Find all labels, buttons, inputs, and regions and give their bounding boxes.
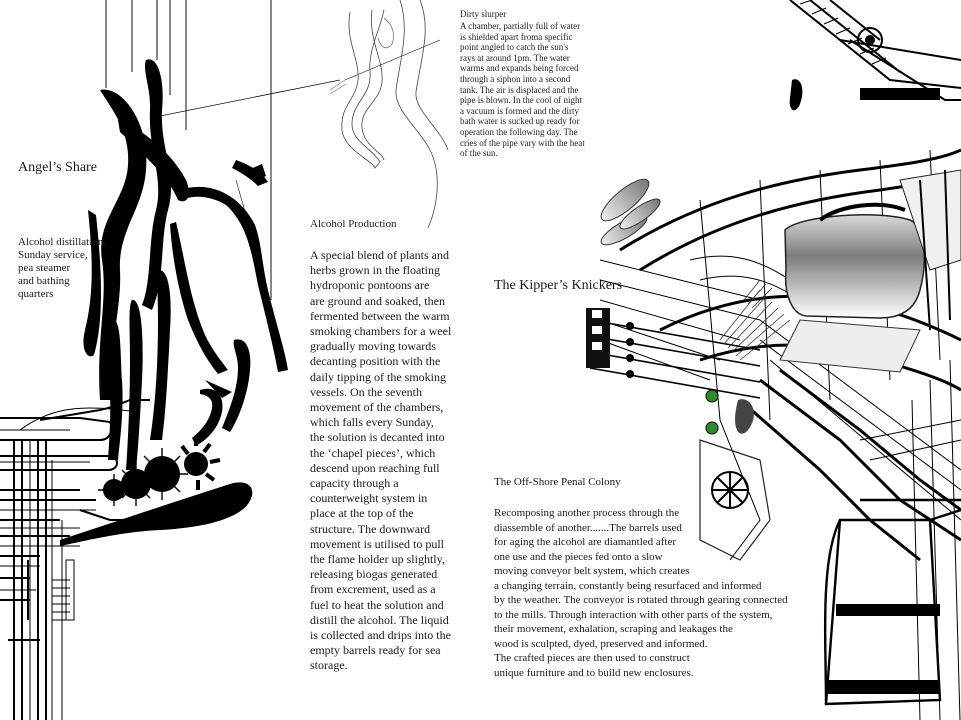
dirty-slurper-line: bath water is sucked up ready for: [460, 116, 580, 127]
alcohol-production-line: is collected and drips into the: [310, 628, 451, 643]
penal-colony-heading: The Off-Shore Penal Colony: [494, 476, 621, 488]
alcohol-production-line: descend upon reaching full: [310, 460, 440, 475]
dirty-slurper-line: cries of the pipe vary with the heat: [460, 137, 585, 148]
alcohol-production-body: [310, 248, 451, 674]
penal-colony-line: their movement, exhalation, scraping and leakages the: [494, 623, 733, 635]
alcohol-production-line: from excrement, used as a: [310, 582, 436, 597]
penal-colony-line: to the mills. Through interaction with other parts of the system,: [494, 608, 773, 621]
alcohol-production-line: the ‘chapel pieces’, which: [310, 445, 436, 460]
alcohol-production-line: capacity through a: [310, 476, 399, 491]
alcohol-production-line: place at the top of the: [310, 506, 414, 521]
alcohol-production-line: A special blend of plants and: [310, 248, 449, 262]
alcohol-production-line: vessels. On the seventh: [310, 384, 422, 399]
alcohol-production-line: structure. The downward: [310, 521, 431, 536]
alcohol-production-line: distill the alcohol. The liquid: [310, 612, 449, 627]
penal-colony-line: one use and the pieces fed onto a slow: [494, 550, 663, 563]
alcohol-production-line: decanting position with the: [310, 354, 441, 369]
angels-share-description-line: quarters: [18, 288, 54, 300]
alcohol-production-line: fermented between the warm: [310, 308, 450, 323]
alcohol-production-line: are ground and soaked, then: [310, 293, 445, 308]
penal-colony-line: Recomposing another process through the: [494, 507, 680, 519]
dirty-slurper-drawing: [330, 0, 448, 228]
dirty-slurper-line: through a siphon into a second: [460, 73, 571, 84]
alcohol-production-line: gradually moving towards: [310, 339, 436, 354]
dirty-slurper-line: is shielded apart froma specific: [460, 31, 573, 42]
penal-colony-line: a changing terrain, constantly being resurfaced and informed: [494, 579, 762, 592]
dirty-slurper-line: of the sun.: [460, 148, 498, 159]
alcohol-production-line: releasing biogas generated: [310, 567, 438, 582]
dirty-slurper-line: rays at around 1pm. The water: [460, 52, 570, 63]
alcohol-production-line: smoking chambers for a weel: [310, 324, 452, 339]
dirty-slurper-line: A chamber, partially full of water: [460, 21, 581, 31]
alcohol-production-line: which falls every Sunday,: [310, 415, 434, 430]
dirty-slurper-line: warms and expands being forced: [460, 63, 579, 74]
propeller: [712, 472, 748, 508]
alcohol-production-line: storage.: [310, 658, 348, 673]
alcohol-production-line: fuel to heat the solution and: [310, 597, 444, 612]
angels-share-description-line: Sunday service,: [18, 249, 88, 261]
alcohol-production-line: movement of the chambers,: [310, 400, 444, 415]
alcohol-production-line: daily tipping of the smoking: [310, 369, 446, 384]
alcohol-production-line: herbs grown in the floating: [310, 263, 440, 278]
penal-colony-line: unique furniture and to build new enclosures.: [494, 666, 694, 679]
angels-share-title: Angel’s Share: [18, 160, 97, 175]
dirty-slurper-line: operation the following day. The: [460, 126, 578, 137]
angels-share-description-line: Alcohol distillation,: [18, 236, 106, 248]
penal-colony-line: moving conveyor belt system, which creates: [494, 565, 690, 577]
penal-colony-line: wood is sculpted, dyed, preserved and informed.: [494, 637, 708, 650]
dirty-slurper-line: point angled to catch the sun's: [460, 42, 569, 53]
alcohol-production-line: the solution is decanted into: [310, 430, 445, 445]
dirty-slurper-heading: Dirty slurper: [460, 9, 507, 19]
alcohol-production-heading: Alcohol Production: [310, 218, 397, 230]
chair-sculpture: [785, 215, 924, 318]
penal-colony-line: diassemble of another.......The barrels used: [494, 521, 682, 534]
angels-share-description-line: and bathing: [18, 275, 70, 287]
dirty-slurper-line: pipe is blown. In the cool of night: [460, 95, 582, 106]
angels-share-description: [18, 236, 106, 301]
alcohol-production-line: the flame holder up slightly,: [310, 552, 445, 567]
dirty-slurper-line: a vacuum is formed and the dirty: [460, 105, 579, 116]
penal-colony-line: by the weather. The conveyor is rotated through gearing connected: [494, 594, 788, 606]
dirty-slurper-line: tank. The air is displaced and the: [460, 84, 579, 95]
dirty-slurper-body: [460, 21, 585, 159]
alcohol-production-line: empty barrels ready for sea: [310, 643, 441, 658]
penal-colony-line: The crafted pieces are then used to construct: [494, 652, 690, 664]
penal-colony-body: [494, 506, 788, 680]
alcohol-production-line: hydroponic pontoons are: [310, 278, 430, 293]
alcohol-production-line: counterweight system in: [310, 491, 428, 506]
alcohol-production-line: movement is utilised to pull: [310, 536, 444, 551]
angels-share-description-line: pea steamer: [18, 262, 71, 274]
kippers-knickers-title: The Kipper’s Knickers: [494, 278, 623, 293]
penal-colony-line: for aging the alcohol are diamantled after: [494, 536, 677, 548]
